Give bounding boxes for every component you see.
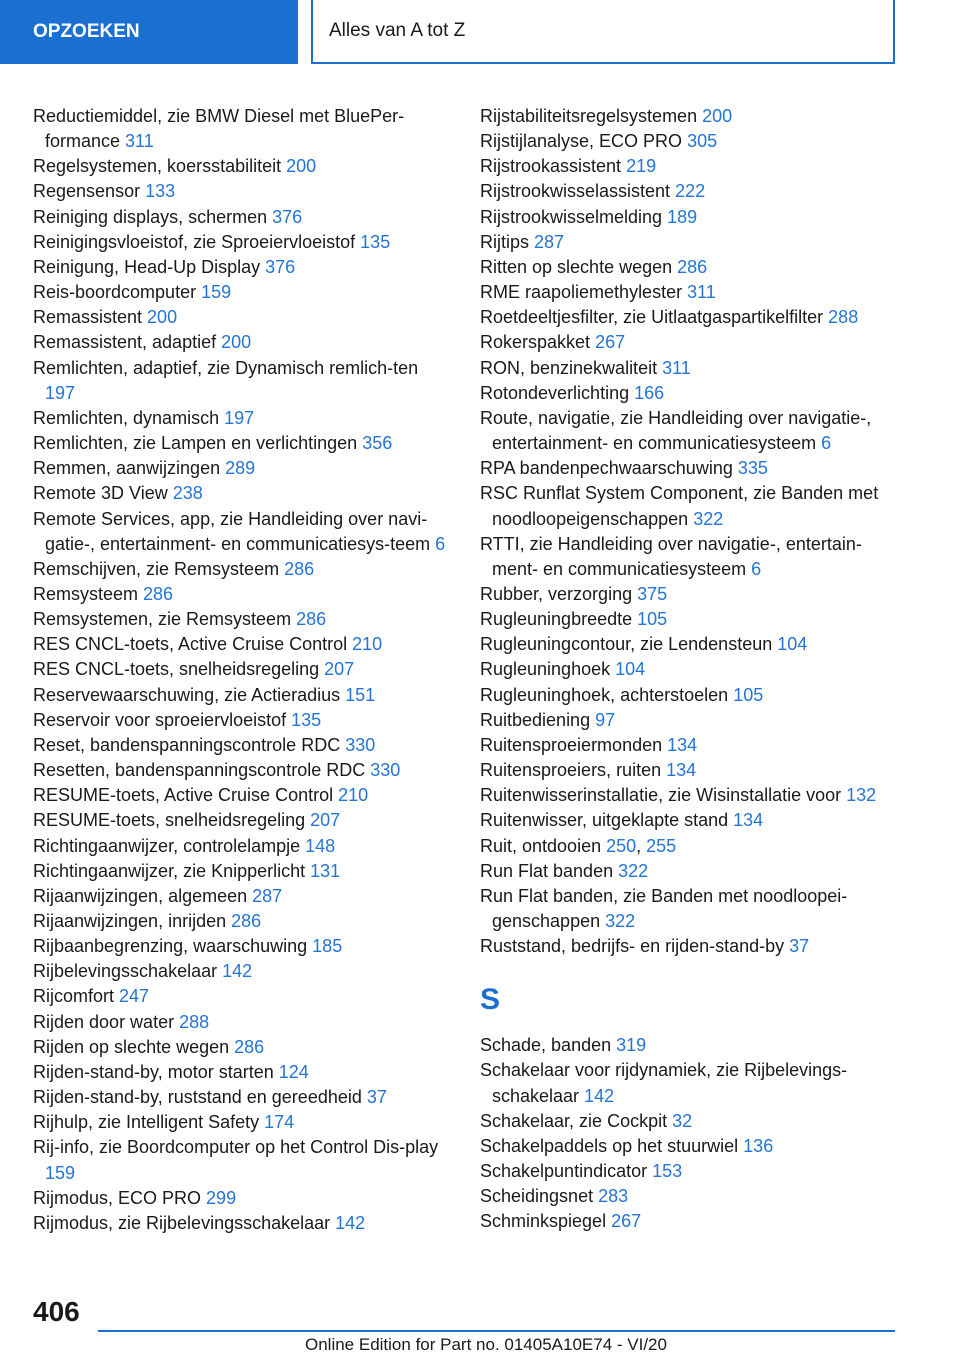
page-number: 406 [33,1296,80,1327]
index-entry [33,783,453,808]
index-entry-term: Rugleuninghoek [480,659,616,680]
index-entry: Ruit, ontdooien 250, 255 [480,835,677,856]
index-entry [480,481,900,531]
page-reference-link[interactable]: 267 [595,332,626,353]
index-entry-term: Reductiemiddel, zie BMW Diesel met BluePer-formance [33,106,405,152]
index-entry [480,632,900,657]
page-reference-link[interactable]: 247 [119,986,150,1007]
page-reference-link[interactable]: 134 [667,734,698,755]
index-entry-term: Rijtips [480,231,535,252]
index-entry [480,1109,900,1134]
page-reference-link[interactable]: 142 [584,1085,615,1106]
index-entry-term: Ritten op slechte wegen [480,256,678,277]
index-entry [33,632,453,657]
index-entry-term: Ruitensproeiers, ruiten [480,760,667,781]
index-entry-term: Ruitenwisserinstallatie, zie Wisinstallatie voor [480,785,847,806]
index-entry-term: Rijden-stand-by, motor starten [33,1061,279,1082]
index-entry [480,255,900,280]
index-letter-heading: S [480,983,501,1017]
page-reference-link[interactable]: 37 [789,936,810,957]
index-entry-term: Reinigingsvloeistof, zie Sproeiervloeistof [33,231,361,252]
index-entry [33,657,453,682]
index-entry-term: Rijstrookwisselassistent [480,181,676,202]
page-reference-link[interactable]: 200 [221,332,252,353]
page-reference-link[interactable]: 105 [733,684,764,705]
page-reference-link[interactable]: 287 [534,231,565,252]
page-reference-link[interactable]: 134 [733,810,764,831]
index-entry [33,104,453,154]
page-reference-link[interactable]: 311 [687,282,716,303]
index-entry [480,179,900,204]
page-reference-link[interactable]: 311 [125,131,154,152]
index-entry-term: Ruitbediening [480,709,596,730]
page-reference-link[interactable]: 136 [743,1135,774,1156]
index-entry-term: Rijcomfort [33,986,120,1007]
section-tab-label: OPZOEKEN [33,21,140,42]
index-entry [33,305,453,330]
index-entry-term: Remsysteem [33,583,144,604]
index-entry [33,1010,453,1035]
page-reference-link[interactable]: 200 [702,106,733,126]
page-reference-link[interactable]: 6 [751,558,762,579]
index-entry [480,205,900,230]
index-column-left [33,104,453,1236]
page-reference-link[interactable]: 153 [652,1161,683,1182]
index-entry-term: RESUME-toets, Active Cruise Control [33,785,339,806]
index-entry [480,607,900,632]
page-reference-link[interactable]: 210 [352,634,383,655]
index-entry [33,884,453,909]
index-entry-term: Remmen, aanwijzingen [33,458,226,479]
page-reference-link[interactable]: 288 [179,1011,210,1032]
index-entry-term: RON, benzinekwaliteit [480,357,663,378]
index-entry-term: Reset, bandenspanningscontrole RDC [33,734,346,755]
index-entry [33,406,453,431]
page-reference-link[interactable]: 210 [338,785,369,806]
index-entry [480,280,900,305]
index-entry [480,1033,900,1058]
index-entry-term: Reiniging displays, schermen [33,206,273,227]
page-reference-link[interactable]: 322 [618,860,649,881]
page-reference-link[interactable]: 286 [296,609,327,630]
index-entry-term: Route, navigatie, zie Handleiding over navigatie-, entertainment- en communicatiesysteem [480,407,872,454]
page-reference-link[interactable]: 197 [45,382,76,403]
page-reference-link[interactable]: 286 [677,256,708,277]
index-entry [480,1209,900,1234]
page-reference-link[interactable]: 286 [143,583,174,604]
index-entry-term: Regelsystemen, koersstabiliteit [33,156,287,177]
index-entry-term: RPA bandenpechwaarschuwing [480,458,738,479]
page-reference-link[interactable]: 104 [615,659,646,680]
index-entry-term: Ruststand, bedrijfs- en rijden-stand-by [480,936,790,957]
index-entry [33,1211,453,1236]
index-entry-term: Rijmodus, zie Rijbelevingsschakelaar [33,1212,336,1233]
index-entry-term: Remassistent [33,307,148,328]
index-entry-term: Rokerspakket [480,332,596,353]
index-entry-term: Remlichten, zie Lampen en verlichtingen [33,433,363,454]
page-reference-link[interactable]: 6 [435,533,446,554]
index-entry [480,456,900,481]
section-tab[interactable] [0,0,298,64]
index-entry [480,532,900,582]
page-reference-link[interactable]: 322 [693,508,724,529]
index-entry-term: RME raapoliemethylester [480,282,688,303]
page-reference-link[interactable]: 200 [147,307,178,328]
index-entry [33,909,453,934]
index-entry-term: Rugleuningbreedte [480,609,638,630]
index-entry [33,456,453,481]
page-reference-link[interactable]: 299 [206,1187,237,1208]
index-entry-term: Rijmodus, ECO PRO [33,1187,207,1208]
index-entry-term: Rijbaanbegrenzing, waarschuwing [33,936,313,957]
index-entry [33,481,453,506]
page-reference-link[interactable]: 32 [672,1110,693,1131]
page-reference-link[interactable]: 330 [345,734,376,755]
index-entry [480,582,900,607]
index-entry-term: Rijbelevingsschakelaar [33,961,223,982]
index-entry [480,129,900,154]
index-entry [480,1134,900,1159]
index-entry-term: Rijhulp, zie Intelligent Safety [33,1112,265,1133]
index-entry-term: RES CNCL-toets, Active Cruise Control [33,634,353,655]
index-entry [480,783,900,808]
index-entry [33,557,453,582]
index-entry-term: Rugleuningcontour, zie Lendensteun [480,634,778,655]
index-entry [480,356,900,381]
index-entry [480,104,900,129]
page-reference-link[interactable]: 142 [222,961,253,982]
page-reference-link[interactable]: 288 [828,307,859,328]
page-reference-link[interactable]: 6 [821,433,832,454]
index-entry [480,1058,900,1108]
page-reference-link[interactable]: 255 [646,835,677,856]
page-reference-link[interactable]: 375 [637,583,668,604]
index-entry-term: Regensensor [33,181,146,202]
page-reference-link[interactable]: 311 [662,357,691,378]
page-reference-link[interactable]: 330 [370,760,401,781]
index-entry-term: Rijden door water [33,1011,180,1032]
index-entry-term: Remlichten, adaptief, zie Dynamisch remlich-ten [33,357,419,378]
index-entry [33,179,453,204]
index-entry-term: Rijaanwijzingen, inrijden [33,911,232,931]
index-entry-term: Run Flat banden [480,860,619,881]
index-entry-term: Schakelpuntindicator [480,1161,653,1182]
index-entry [33,834,453,859]
page-reference-link[interactable]: 135 [360,231,391,252]
index-entry [33,154,453,179]
index-entry-term: Rijaanwijzingen, algemeen [33,885,253,906]
index-entry-term: Remschijven, zie Remsysteem [33,558,285,579]
page-reference-link[interactable]: 135 [291,709,322,730]
page-reference-link[interactable]: 335 [737,458,768,479]
index-column-right [480,104,900,1235]
index-entry-term: RES CNCL-toets, snelheidsregeling [33,659,325,680]
index-entry [33,1135,453,1185]
edition-note: Online Edition for Part no. 01405A10E74 - VI/20 [305,1335,667,1354]
page-reference-link[interactable]: 185 [312,936,343,957]
index-entry-term: Ruit, ontdooien [480,835,607,856]
index-entry [480,1184,900,1209]
index-entry-term: Reinigung, Head-Up Display [33,256,266,277]
index-entry-term: Rijstrookwisselmelding [480,206,668,227]
index-entry [33,1035,453,1060]
index-entry [480,657,900,682]
page-reference-link[interactable]: 319 [616,1035,647,1056]
index-entry [33,1060,453,1085]
index-entry-term: Rijden op slechte wegen [33,1036,235,1057]
index-entry-term: Rij-info, zie Boordcomputer op het Control Dis-play [33,1137,439,1158]
index-entry [33,230,453,255]
index-entry [33,959,453,984]
index-entry-term: Reis-boordcomputer [33,282,202,303]
index-entry [33,607,453,632]
footer-divider [98,1330,895,1332]
page-reference-link[interactable]: 286 [234,1036,265,1057]
page-reference-link[interactable]: 174 [264,1112,295,1133]
page-reference-link[interactable]: 376 [272,206,303,227]
index-entry [33,280,453,305]
index-entry [33,582,453,607]
index-entry-term: Schakelpaddels op het stuurwiel [480,1135,744,1156]
index-entry-term: Remassistent, adaptief [33,332,222,353]
index-entry [33,1085,453,1110]
index-entry [33,1110,453,1135]
index-entry-term: Rijstrookassistent [480,156,627,177]
index-entry-term: Richtingaanwijzer, zie Knipperlicht [33,860,311,881]
index-entry-term: Rotondeverlichting [480,382,635,403]
page-reference-link[interactable]: 131 [310,860,341,881]
page-reference-link[interactable]: 287 [252,885,283,906]
page-reference-link[interactable]: 200 [286,156,317,177]
index-entry [33,984,453,1009]
page-reference-link[interactable]: 166 [634,382,665,403]
index-entry [33,758,453,783]
page-reference-link[interactable]: 222 [675,181,706,202]
index-entry [480,683,900,708]
index-entry-term: Reservoir voor sproeiervloeistof [33,709,292,730]
index-entry [33,330,453,355]
index-entry-term: Schade, banden [480,1035,617,1056]
index-entry [33,859,453,884]
index-entry-term: RTTI, zie Handleiding over navigatie-, entertain-ment- en communicatiesysteem [480,533,862,579]
index-entry-term: Ruitensproeiermonden [480,734,668,755]
page-reference-link[interactable]: 283 [598,1186,629,1207]
index-entry [33,356,453,406]
index-entry [480,884,900,934]
page-reference-link[interactable]: 37 [366,1087,387,1108]
page-reference-link[interactable]: 356 [362,433,393,454]
index-entry [33,683,453,708]
index-entry-term: Roetdeeltjesfilter, zie Uitlaatgaspartikelfilter [480,307,829,328]
index-entry-term: Schminkspiegel [480,1211,612,1232]
index-entry [480,859,900,884]
page-reference-link[interactable]: 97 [595,709,616,730]
page-reference-link[interactable]: 305 [687,131,718,152]
page-reference-link[interactable]: 132 [846,785,877,806]
page-reference-link[interactable]: 267 [611,1211,642,1232]
index-entry-term: Remlichten, dynamisch [33,407,225,428]
page-reference-link[interactable]: 289 [225,458,256,479]
index-entry-term: Resetten, bandenspanningscontrole RDC [33,760,371,781]
index-entry [33,808,453,833]
index-entry-term: RSC Runflat System Component, zie Banden met noodloopeigenschappen [480,483,879,529]
index-group-s [480,1033,900,1234]
index-entry-term: Scheidingsnet [480,1186,599,1207]
page-reference-link[interactable]: 286 [231,911,262,931]
index-entry [33,1186,453,1211]
index-group-r [480,104,900,959]
chapter-title-label: Alles van A tot Z [329,20,466,41]
index-entry [33,733,453,758]
page-reference-link[interactable]: 322 [605,911,636,931]
index-entry-term: RESUME-toets, snelheidsregeling [33,810,311,831]
page-reference-link[interactable]: 134 [666,760,697,781]
index-entry-term: Richtingaanwijzer, controlelampje [33,835,306,856]
page-reference-link[interactable]: 105 [637,609,668,630]
index-entry [480,330,900,355]
index-entry-term: Rugleuninghoek, achterstoelen [480,684,734,705]
index-entry-term: Schakelaar voor rijdynamiek, zie Rijbelevings-schakelaar [480,1060,848,1106]
index-entry-term: Run Flat banden, zie Banden met noodloopei-genschappen [480,885,848,931]
index-entry [480,154,900,179]
page-reference-link[interactable]: 250 [606,835,637,856]
page-reference-link[interactable]: 133 [145,181,176,202]
index-entry [480,1159,900,1184]
page-reference-link[interactable]: 376 [265,256,296,277]
index-entry [33,507,453,557]
page-reference-link[interactable]: 207 [324,659,355,680]
index-entry [33,934,453,959]
page-reference-link[interactable]: 238 [172,483,203,504]
page-reference-link[interactable]: 104 [777,634,808,655]
index-entry-term: Remsystemen, zie Remsysteem [33,609,297,630]
page-reference-link[interactable]: 142 [335,1212,366,1233]
page-reference-link[interactable]: 151 [345,684,376,705]
index-entry [480,758,900,783]
index-entry [480,808,900,833]
index-entry-term: Remote Services, app, zie Handleiding over navi-gatie-, entertainment- en communicatiesys-teem [33,508,436,554]
page-reference-link[interactable]: 189 [667,206,698,227]
index-entry [480,733,900,758]
index-entry [480,934,900,959]
index-entry-term: Rijden-stand-by, ruststand en gereedheid [33,1087,367,1108]
page-reference-link[interactable]: 207 [310,810,341,831]
index-entry [33,255,453,280]
page-reference-link[interactable]: 159 [45,1162,76,1183]
index-entry-term: Ruitenwisser, uitgeklapte stand [480,810,734,831]
index-entry [480,406,900,456]
index-entry [480,381,900,406]
index-entry-term: Rubber, verzorging [480,583,638,604]
index-entry-term: Rijstijlanalyse, ECO PRO [480,131,688,152]
page-reference-link[interactable]: 219 [626,156,657,177]
chapter-title [311,0,895,64]
page-reference-link[interactable]: 197 [224,407,255,428]
index-entry [33,431,453,456]
page-reference-link[interactable]: 159 [201,282,232,303]
index-entry [480,305,900,330]
page-reference-link[interactable]: 148 [305,835,336,856]
index-entry-term: Rijstabiliteitsregelsystemen [480,106,703,126]
index-entry [33,205,453,230]
index-entry [33,708,453,733]
page-reference-link[interactable]: 286 [284,558,315,579]
index-entry-term: Remote 3D View [33,483,173,504]
index-entry-term: Reservewaarschuwing, zie Actieradius [33,684,346,705]
index-entry [480,708,900,733]
page-reference-link[interactable]: 124 [278,1061,309,1082]
index-entry-term: Schakelaar, zie Cockpit [480,1110,673,1131]
index-entry [480,230,900,255]
